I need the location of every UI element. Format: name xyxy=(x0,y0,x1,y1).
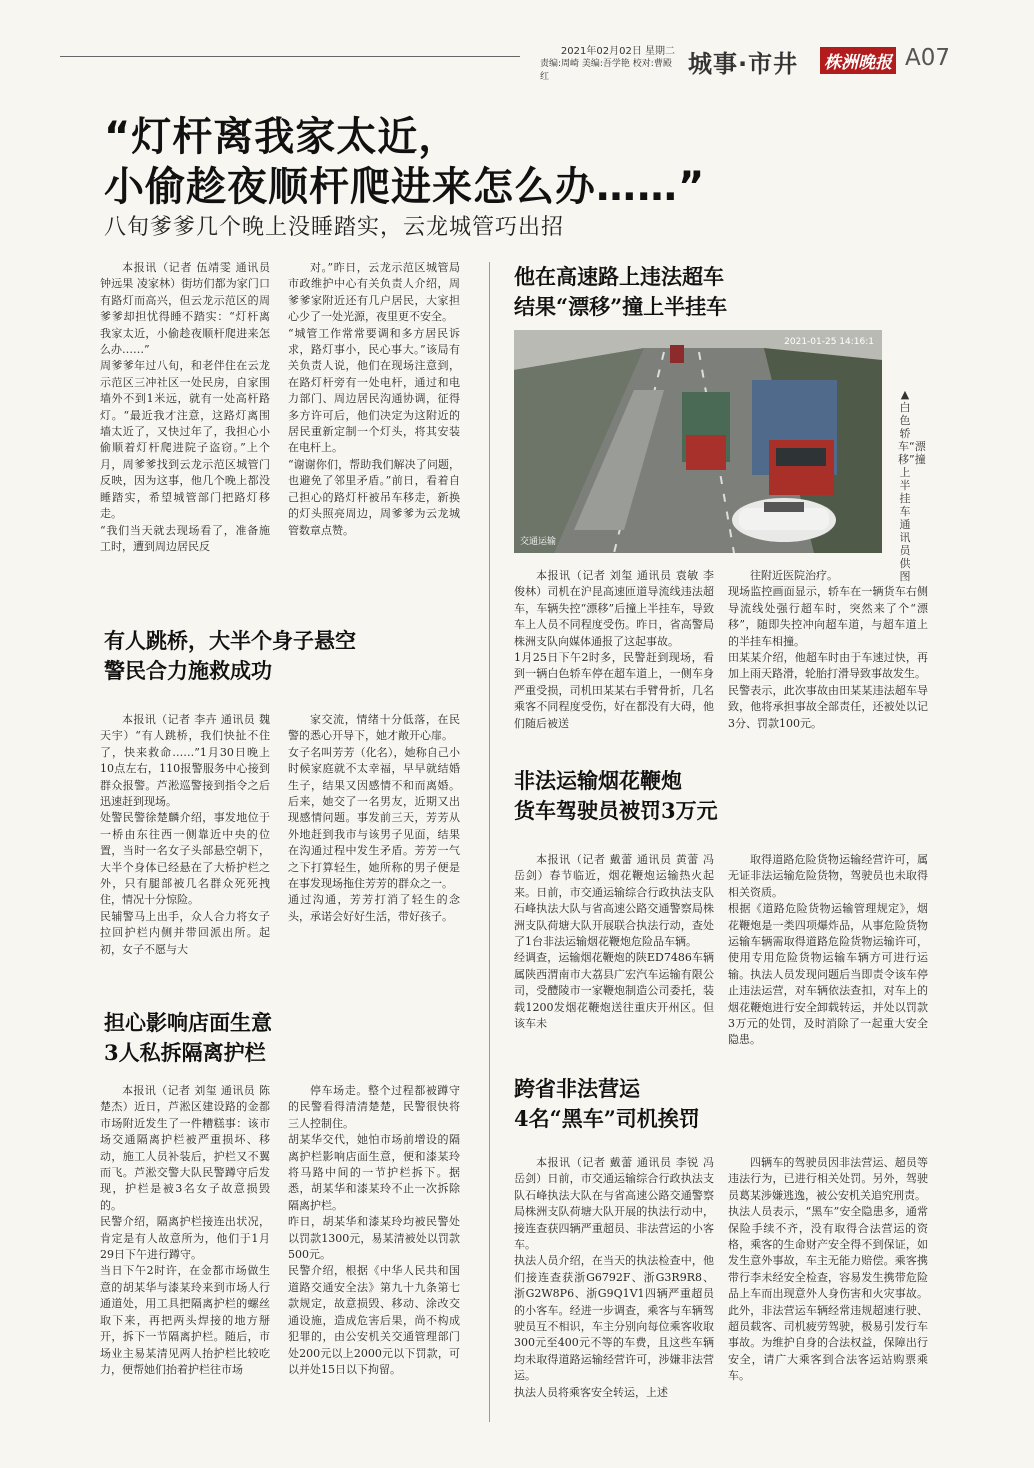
highway-scene-illustration xyxy=(514,330,882,553)
article-bridge-body-1: 本报讯（记者 李卉 通讯员 魏天宇）“有人跳桥，我们快扯不住了，快来救命……”1月30日晚上10点左右，110报警服务中心接到群众报警。芦淞巡警接到指令之后迅速赶到现场。 处警民警徐楚麟介绍，事发地位于一桥由东往西一侧靠近中央的位置，当时一名女子头部悬空朝下，大半个身体已经悬在了大桥护栏之外，只有腿部被几名群众死死拽住，情况十分惊险。 民辅警马上出手，众人合力将女子拉回护栏内侧并带回派出所。起初，女子不愿与大 xyxy=(100,713,270,956)
lead-headline-line1: “灯杆离我家太近， xyxy=(104,114,460,160)
article-highway-body-2: 往附近医院治疗。 现场监控画面显示，轿车在一辆货车右侧导流线处强行超车时，突然来了个“漂移”，随即失控冲向超车道，与超车道上的半挂车相撞。 田某某介绍，他超车时由于车速过快，再加上雨天路滑，轮胎打滑导致事故发生。 民警表示，此次事故由田某某违法超车导致，他将承担事故全部责任，还被处以记3分、罚款100元。 xyxy=(728,569,928,730)
lead-headline-line2: 小偷趁夜顺杆爬进来怎么办……” xyxy=(104,164,706,210)
article-bridge-column-2 xyxy=(288,712,460,925)
article-bridge-column-1 xyxy=(100,712,270,958)
article-blackcar-body-1: 本报讯（记者 戴蕾 通讯员 李锐 冯岳剑）日前，市交通运输综合行政执法支队石峰执法大队在与省高速公路交通警察局株洲支队荷塘大队开展的执法行动中，接连查获四辆严重超员、非法营运的小客车。 执法人员介绍，在当天的执法检查中，他们接连查获浙G6792F、浙G3R9R8、浙G2W8P6、浙G9Q1V1四辆严重超员的小客车。经进一步调查，乘客与车辆驾驶员互不相识，车主分别向每位乘客收取300元至400元不等的车费，且这些车辆均未取得道路运输经营许可，涉嫌非法营运。 执法人员将乘客安全转运，上述 xyxy=(514,1156,714,1399)
lead-body-2: 对。”昨日，云龙示范区城管局市政维护中心有关负责人介绍，周爹爹家附近还有几户居民，大家担心少了一处光源，夜里更不安全。 “城管工作常常要调和多方居民诉求，路灯事小，民心事大。”该局有关负责人说，他们在现场注意到，在路灯杆旁有一处电杆，通过和电力部门、周边居民沟通协调，征得多方许可后，他们决定为这附近的居民重新定制一个灯头，将其安装在电杆上。 “谢谢你们，帮助我们解决了问题，也避免了邻里矛盾。”前日，看着自己担心的路灯杆被吊车移走，新换的灯头照亮周边，周爹爹为云龙城管数章点赞。 xyxy=(288,261,460,537)
photo-timestamp: 2021-01-25 14:16:1 xyxy=(784,337,874,347)
lead-headline xyxy=(104,112,924,212)
lead-subtitle: 八旬爹爹几个晚上没睡踏实，云龙城管巧出招 xyxy=(104,215,565,240)
highway-accident-photo xyxy=(514,330,882,553)
article-railing-column-2 xyxy=(288,1083,460,1378)
article-highway-headline: 他在高速路上违法超车 结果“漂移”撞上半挂车 xyxy=(514,264,728,319)
column-divider xyxy=(489,262,490,1422)
article-bridge-headline: 有人跳桥，大半个身子悬空 警民合力施救成功 xyxy=(104,628,356,683)
page-number: A07 xyxy=(905,45,951,71)
article-fireworks-column-1 xyxy=(514,852,714,1032)
article-railing-column-1 xyxy=(100,1083,270,1378)
article-fireworks-column-2 xyxy=(728,852,928,1049)
article-railing-body-1: 本报讯（记者 刘玺 通讯员 陈楚杰）近日，芦淞区建设路的金都市场附近发生了一件糟糕事：该市场交通隔离护栏被严重损坏、移动，施工人员补装后，护栏又不翼而飞。芦淞交警大队民警蹲守后发现，护栏是被3名女子故意损毁的。 民警介绍，隔离护栏接连出状况，肯定是有人故意所为，他们于1月29日下午进行蹲守。 当日下午2时许，在金都市场做生意的胡某华与漆某玲来到市场人行通道处，用工具把隔离护栏的螺丝取下来，再把两头焊接的地方掰开，拆下一节隔离护栏。随后，市场业主易某清见两人抬护栏比较吃力，便帮她们抬着护栏往市场 xyxy=(100,1084,270,1376)
lead-column-1 xyxy=(100,260,270,555)
article-highway-column-1 xyxy=(514,568,714,732)
article-fireworks-body-2: 取得道路危险货物运输经营许可，属无证非法运输危险货物，驾驶员也未取得相关资质。 根据《道路危险货物运输管理规定》，烟花鞭炮是一类四项爆炸品，从事危险货物运输车辆需取得道路危险货物运输许可，使用专用危险货物运输车辆方可进行运输。执法人员发现问题后当即责令该车停止违法运营，对车辆依法查扣，对车上的烟花鞭炮进行安全卸载转运，并处以罚款3万元的处罚，及时消除了一起重大安全隐患。 xyxy=(728,853,928,1047)
issue-date: 2021年02月02日 星期二 xyxy=(560,46,675,57)
header-rule xyxy=(60,56,520,57)
article-blackcar-body-2: 四辆车的驾驶员因非法营运、超员等违法行为，已进行相关处罚。另外，驾驶员葛某涉嫌逃逸，被公安机关追究刑责。 执法人员表示，“黑车”安全隐患多，通常保险手续不齐，没有取得合法营运的资格，乘客的生命财产安全得不到保证，如发生意外事故，车主无能力赔偿。乘客携带行李未经安全检查，容易发生携带危险品上车而出现意外人身伤害和火灾事故。此外，非法营运车辆经常违规超速行驶、超员载客、司机疲劳驾驶，极易引发行车事故。为维护自身的合法权益，保障出行安全，请广大乘客到合法客运站购票乘车。 xyxy=(728,1156,928,1383)
article-highway-column-2 xyxy=(728,568,928,732)
article-railing-body-2: 停车场走。整个过程都被蹲守的民警看得清清楚楚，民警很快将三人控制住。 胡某华交代，她怕市场前增设的隔离护栏影响店面生意，便和漆某玲将马路中间的一节护栏拆下。据悉，胡某华和漆某玲不止一次拆除隔离护栏。 昨日，胡某华和漆某玲均被民警处以罚款1300元，易某清被处以罚款500元。 民警介绍，根据《中华人民共和国道路交通安全法》第九十九条第七款规定，故意损毁、移动、涂改交通设施，造成危害后果，尚不构成犯罪的，由公安机关交通管理部门处200元以上2000元以下罚款，可以并处15日以下拘留。 xyxy=(288,1084,460,1376)
article-fireworks-headline: 非法运输烟花鞭炮 货车驾驶员被罚3万元 xyxy=(514,768,718,823)
article-blackcar-column-2 xyxy=(728,1155,928,1385)
article-blackcar-headline: 跨省非法营运 4名“黑车”司机挨罚 xyxy=(514,1076,700,1131)
article-fireworks-body-1: 本报讯（记者 戴蕾 通讯员 黄蕾 冯岳剑）春节临近，烟花鞭炮运输热火起来。日前，市交通运输综合行政执法支队石峰执法大队与省高速公路交通警察局株洲支队荷塘大队开展联合执法行动，查处了1台非法运输烟花鞭炮危险品车辆。 经调查，运输烟花鞭炮的陕ED7486车辆属陕西渭南市大荔县广宏汽车运输有限公司，受醴陵市一家鞭炮制造公司委托，装载1200发烟花鞭炮送往重庆开州区。但该车未 xyxy=(514,853,714,1031)
photo-watermark: 交通运输 xyxy=(520,537,557,547)
header-meta xyxy=(540,45,675,84)
section-title: 城事·市井 xyxy=(688,50,799,78)
article-blackcar-column-1 xyxy=(514,1155,714,1401)
lead-column-2 xyxy=(288,260,460,539)
article-railing-headline: 担心影响店面生意 3人私拆隔离护栏 xyxy=(104,1010,272,1065)
newspaper-logo: 株洲晚报 xyxy=(820,47,896,74)
lead-body-1: 本报讯（记者 伍靖雯 通讯员 钟远果 凌家林）街坊们都为家门口有路灯而高兴，但云龙示范区的周爹爹却担忧得睡不踏实：“灯杆离我家太近，小偷趁夜顺杆爬进来怎么办……” 周爹爹年过八旬，和老伴住在云龙示范区三冲社区一处民房，自家围墙外不到1米远，就有一处高杆路灯。“最近我才注意，这路灯离围墙太近了，又快过年了，我担心小偷顺着灯杆爬进院子盗窃。”上个月，周爹爹找到云龙示范区城管门反映，因为这事，他几个晚上都没睡踏实，希望城管部门把路灯移走。 “我们当天就去现场看了，准备施工时，遭到周边居民反 xyxy=(100,261,270,553)
editor-credits: 责编:周崎 美编:吾学艳 校对:曹殿红 xyxy=(540,59,672,82)
photo-caption: ▲白色轿车“漂移”撞上半挂车 通讯员供图 xyxy=(898,388,926,583)
article-highway-body-1: 本报讯（记者 刘玺 通讯员 袁敏 李俊林）司机在沪昆高速匝道导流线违法超车，车辆失控“漂移”后撞上半挂车，导致车上人员不同程度受伤。昨日，省高警局株洲支队向媒体通报了这起事故。 1月25日下午2时多，民警赶到现场，看到一辆白色轿车停在超车道上，一侧车身严重受损，司机田某某右手臂骨折，几名乘客不同程度受伤，好在都没有大碍，他们随后被送 xyxy=(514,569,714,730)
article-bridge-body-2: 家交流，情绪十分低落，在民警的悉心开导下，她才敞开心扉。 女子名叫芳芳（化名），她称自己小时候家庭就不太幸福，早早就结婚生子，结果又因感情不和而离婚。后来，她交了一名男友，近期又出现感情问题。事发前三天，芳芳从外地赶到我市与该男子见面，结果在沟通过程中发生矛盾。芳芳一气之下打算轻生，她所称的男子便是在事发现场拖住芳芳的群众之一。 通过沟通，芳芳打消了轻生的念头，承诺会好好生活，带好孩子。 xyxy=(288,713,460,923)
